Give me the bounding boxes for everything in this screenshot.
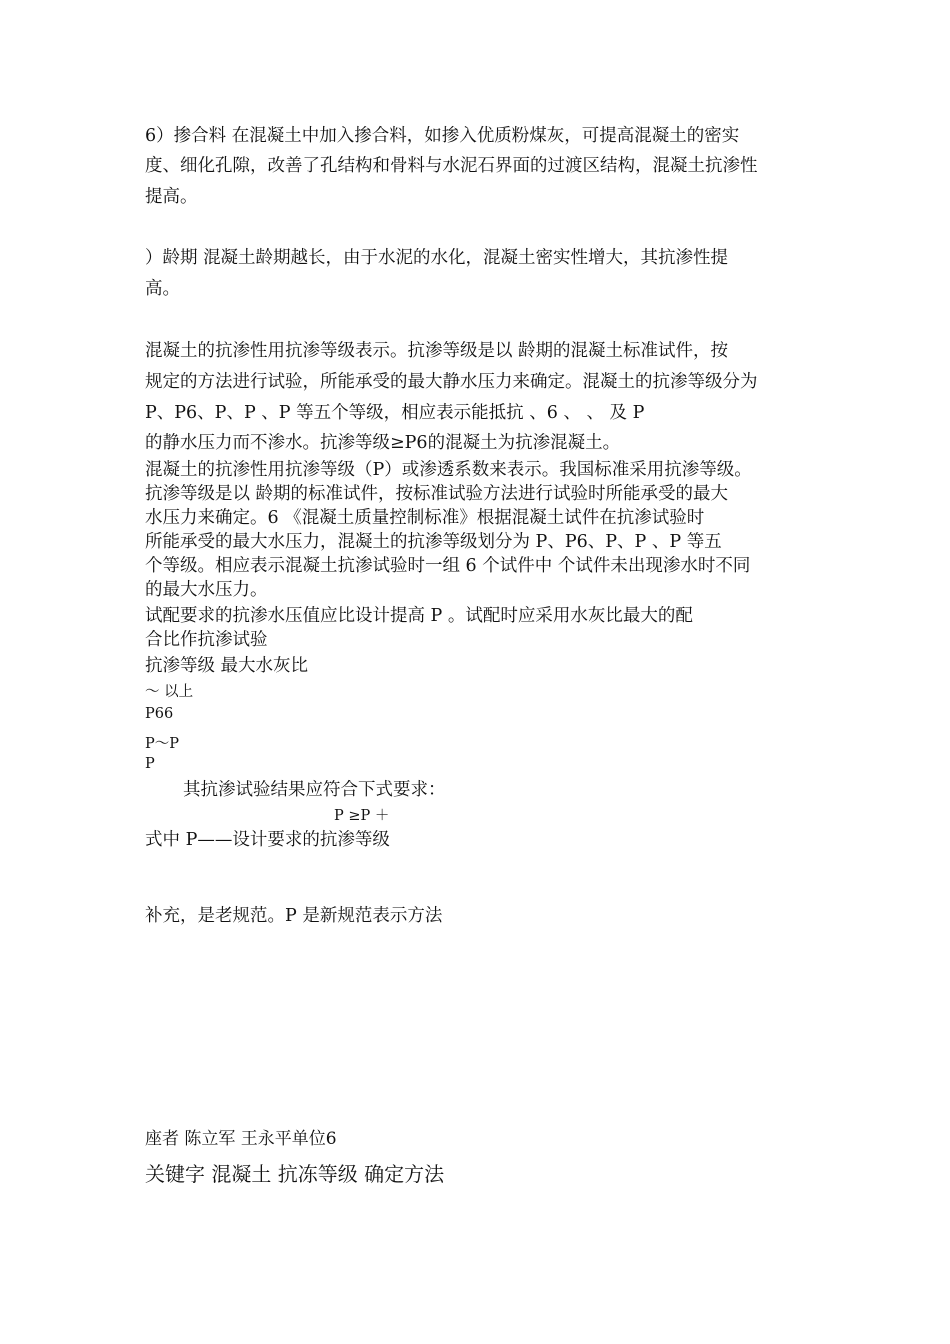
grade2-line-4: 所能承受的最大水压力，混凝土的抗渗等级划分为 P、P6、P、P 、P 等五 [145, 532, 722, 552]
result-requirement: 其抗渗试验结果应符合下式要求： [183, 780, 446, 800]
keywords: 关键字 混凝土 抗冻等级 确定方法 [145, 1162, 445, 1186]
grade2-line-2: 抗渗等级是以 龄期的标准试件，按标准试验方法进行试验时所能承受的最大 [145, 484, 729, 504]
grade1-line-3: P、P6、P、P 、P 等五个等级，相应表示能抵抗 、6 、 、 及 P [145, 403, 645, 423]
grade1-line-2: 规定的方法进行试验，所能承受的最大静水压力来确定。混凝土的抗渗等级分为 [145, 372, 758, 392]
age-line-2: 高。 [145, 279, 180, 299]
admixture-line-3: 提高。 [145, 187, 198, 207]
grade2-line-1: 混凝土的抗渗性用抗渗等级（P）或渗透系数来表示。我国标准采用抗渗等级。 [145, 460, 752, 480]
trial-line-1: 试配要求的抗渗水压值应比设计提高 P 。试配时应采用水灰比最大的配 [145, 606, 693, 626]
admixture-line-1: 6）掺合料 在混凝土中加入掺合料，如掺入优质粉煤灰，可提高混凝土的密实 [145, 126, 740, 146]
supplement: 补充，是老规范。P 是新规范表示方法 [145, 906, 443, 926]
table-row-3: P～P [145, 736, 180, 752]
grade2-line-6: 的最大水压力。 [145, 580, 268, 600]
grade1-line-1: 混凝土的抗渗性用抗渗等级表示。抗渗等级是以 龄期的混凝土标准试件，按 [145, 341, 729, 361]
trial-line-2: 合比作抗渗试验 [145, 630, 268, 650]
grade1-line-4: 的静水压力而不渗水。抗渗等级≥P6的混凝土为抗渗混凝土。 [145, 433, 621, 453]
formula-note: 式中 P——设计要求的抗渗等级 [145, 830, 390, 850]
table-header: 抗渗等级 最大水灰比 [145, 656, 309, 676]
admixture-line-2: 度、细化孔隙，改善了孔结构和骨料与水泥石界面的过渡区结构，混凝土抗渗性 [145, 156, 758, 176]
table-row-2: P66 [145, 706, 174, 722]
authors: 座者 陈立军 王永平单位6 [145, 1129, 337, 1149]
grade2-line-5: 个等级。相应表示混凝土抗渗试验时一组 6 个试件中 个试件未出现渗水时不同 [145, 556, 751, 576]
table-row-4: P [145, 756, 155, 772]
table-row-1: ～ 以上 [145, 684, 194, 700]
formula: P ≥P ＋ [334, 808, 390, 824]
grade2-line-3: 水压力来确定。6 《混凝土质量控制标准》根据混凝土试件在抗渗试验时 [145, 508, 705, 528]
age-line-1: ）龄期 混凝土龄期越长，由于水泥的水化，混凝土密实性增大，其抗渗性提 [145, 248, 729, 268]
